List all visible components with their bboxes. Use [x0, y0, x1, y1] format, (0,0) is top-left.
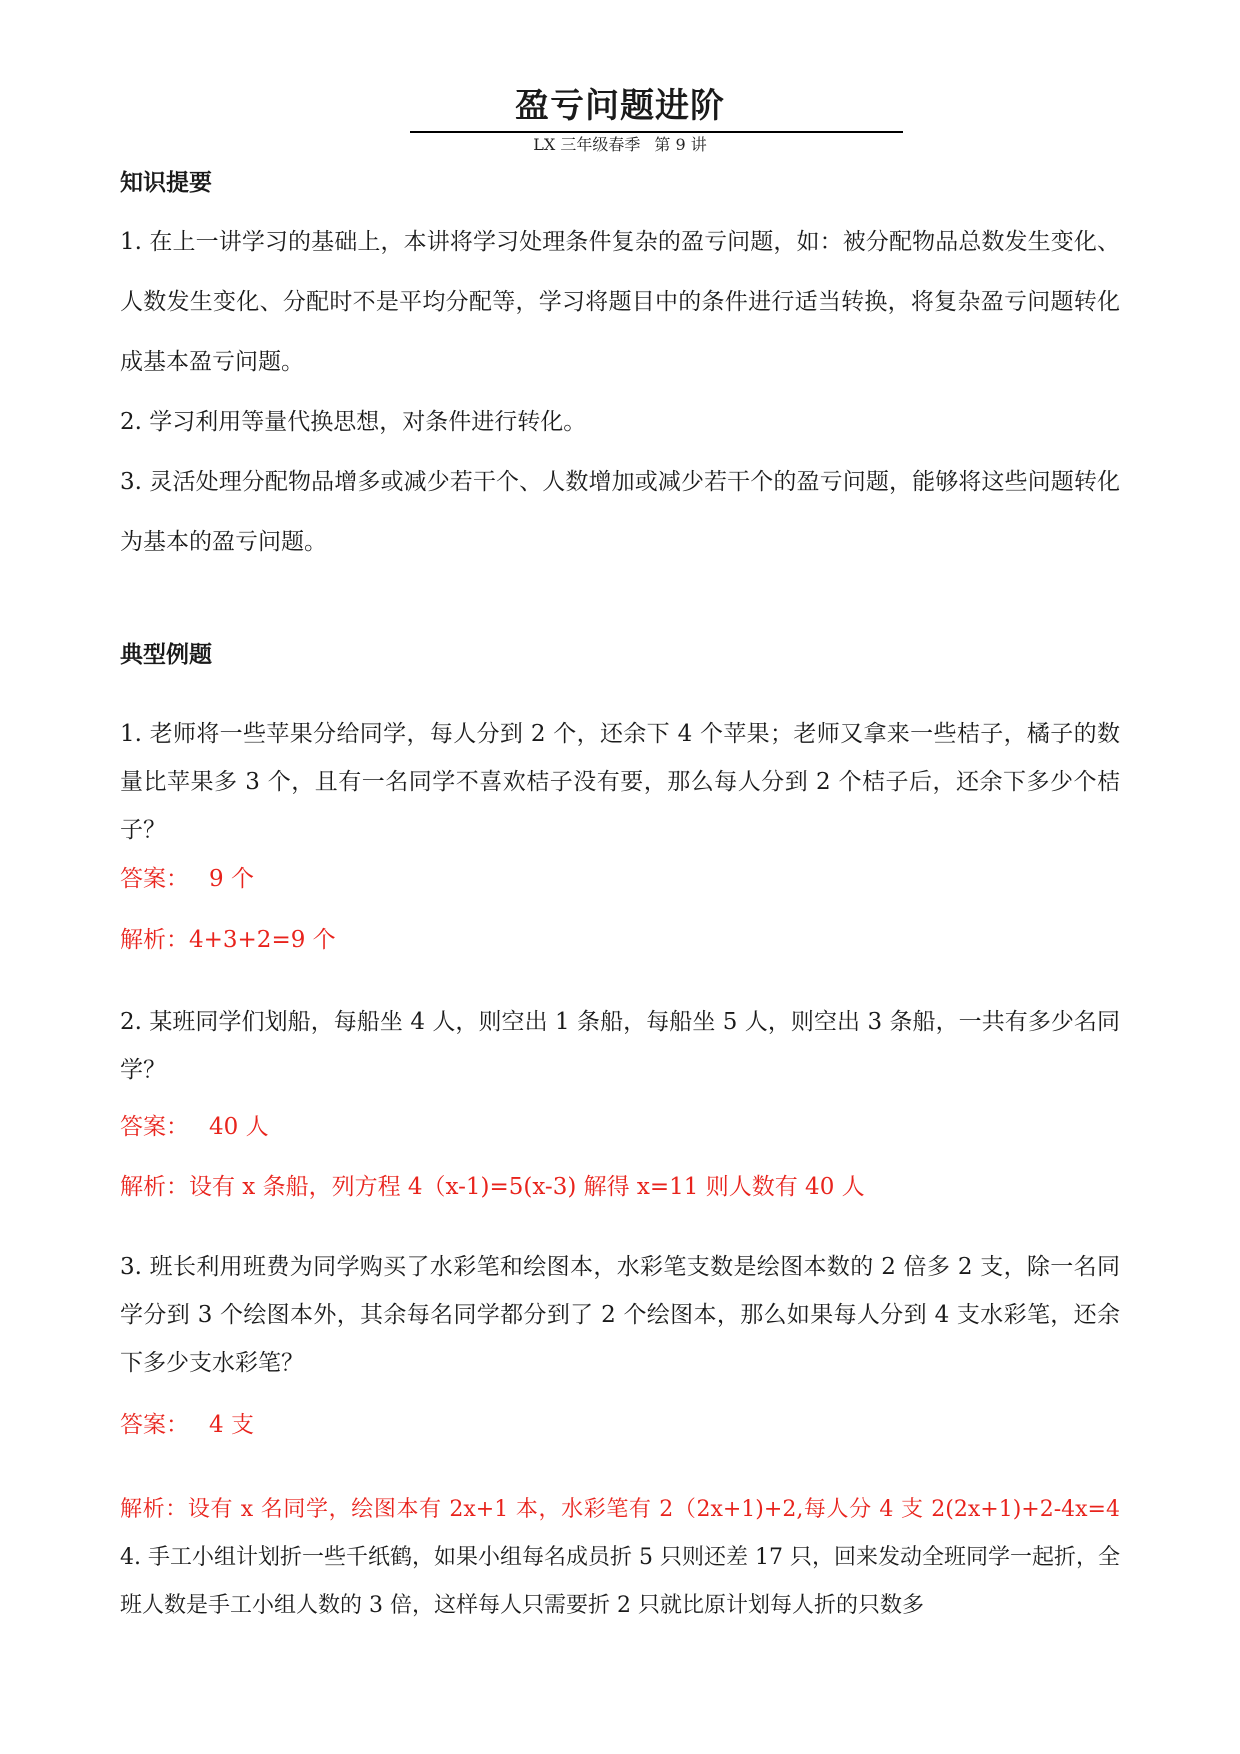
examples-heading: 典型例题	[120, 641, 212, 668]
example-4-question: 4. 手工小组计划折一些千纸鹤，如果小组每名成员折 5 只则还差 17 只，回来发动全班同学一起折，全班人数是手工小组人数的 3 倍，这样每人只需要折 2 只就比原计划每人折的只数多	[120, 1545, 1120, 1618]
knowledge-point-2: 2. 学习利用等量代换思想，对条件进行转化。	[120, 409, 587, 435]
example-2-analysis: 解析：设有 x 条船，列方程 4（x-1)=5(x-3) 解得 x=11 则人数有 40 人	[120, 1174, 865, 1200]
knowledge-point-1: 1. 在上一讲学习的基础上，本讲将学习处理条件复杂的盈亏问题，如：被分配物品总数发生变化、人数发生变化、分配时不是平均分配等，学习将题目中的条件进行适当转换，将复杂盈亏问题转化成基本盈亏问题。	[120, 229, 1120, 375]
example-1-analysis: 解析：4+3+2=9 个	[120, 927, 336, 953]
series-label: LX 三年级春季	[533, 135, 641, 154]
answer-value: 9 个	[209, 866, 254, 892]
answer-value: 40 人	[209, 1114, 269, 1140]
example-3-question: 3. 班长利用班费为同学购买了水彩笔和绘图本，水彩笔支数是绘图本数的 2 倍多 2 支，除一名同学分到 3 个绘图本外，其余每名同学都分到了 2 个绘图本，那么如果每人分到 4 支水彩笔，还余下多少支水彩笔？	[120, 1254, 1120, 1376]
page-title: 盈亏问题进阶	[515, 86, 725, 126]
example-1-answer	[120, 864, 1120, 894]
title-underline	[410, 131, 903, 133]
answer-label: 答案：	[120, 866, 189, 892]
example-3-answer	[120, 1410, 1120, 1440]
answer-label: 答案：	[120, 1114, 189, 1140]
answer-value: 4 支	[209, 1412, 254, 1438]
page-subtitle	[0, 134, 1240, 156]
lecture-label: 第 9 讲	[654, 135, 707, 154]
example-3-analysis: 解析：设有 x 名同学，绘图本有 2x+1 本，水彩笔有 2（2x+1)+2,每人分 4 支 2(2x+1)+2-4x=4	[120, 1497, 1120, 1522]
example-1-question: 1. 老师将一些苹果分给同学，每人分到 2 个，还余下 4 个苹果；老师又拿来一些桔子，橘子的数量比苹果多 3 个，且有一名同学不喜欢桔子没有要，那么每人分到 2 个桔子后，还余下多少个桔子？	[120, 721, 1120, 843]
example-2-answer	[120, 1112, 1120, 1142]
answer-label: 答案：	[120, 1412, 189, 1438]
knowledge-point-3: 3. 灵活处理分配物品增多或减少若干个、人数增加或减少若干个的盈亏问题，能够将这些问题转化为基本的盈亏问题。	[120, 469, 1120, 555]
example-3-analysis-and-q4	[120, 1486, 1120, 1630]
knowledge-heading: 知识提要	[120, 169, 212, 196]
example-2-question: 2. 某班同学们划船，每船坐 4 人，则空出 1 条船，每船坐 5 人，则空出 3 条船，一共有多少名同学？	[120, 1009, 1120, 1083]
